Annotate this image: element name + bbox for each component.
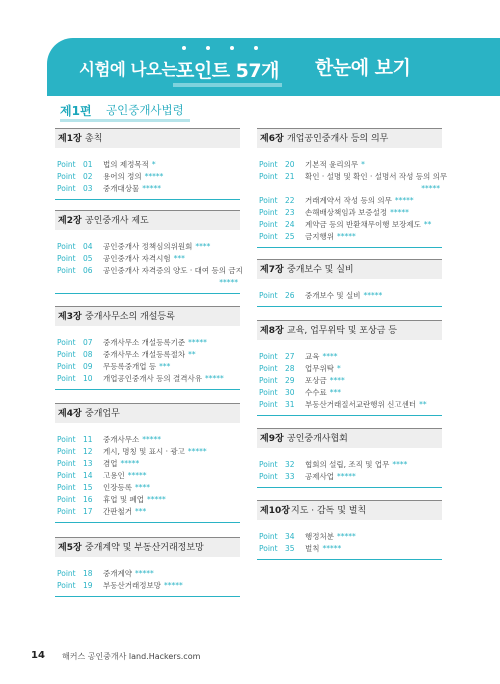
importance-stars: ***** <box>336 232 356 241</box>
point-label: Point <box>259 160 278 169</box>
chapter-header <box>257 428 442 448</box>
chapter-points <box>55 148 240 200</box>
point-number: 01 <box>83 160 93 169</box>
point-item <box>55 337 240 349</box>
point-label: Point <box>259 208 278 217</box>
point-title: 중개사무소 개설등록절차 <box>103 350 186 359</box>
point-title: 중개사무소 <box>103 435 140 444</box>
point-item <box>55 171 240 183</box>
point-item <box>257 207 442 219</box>
point-item <box>55 506 240 518</box>
point-number: 21 <box>285 172 295 181</box>
point-item <box>55 580 240 592</box>
point-item <box>257 195 442 207</box>
point-item <box>55 568 240 580</box>
point-item <box>257 171 448 195</box>
point-item <box>55 434 240 446</box>
point-title: 중개대상물 <box>103 184 140 193</box>
point-title: 포상금 <box>305 376 327 385</box>
chapter-box <box>257 259 442 307</box>
point-item <box>55 349 240 361</box>
chapter-box <box>257 128 448 248</box>
point-number: 26 <box>285 291 295 300</box>
importance-stars: * <box>151 160 156 169</box>
point-title: 부동산거래질서교란행위 신고센터 <box>305 400 417 409</box>
chapter-box <box>55 128 240 200</box>
point-number: 20 <box>285 160 295 169</box>
point-title: 중개사무소 개설등록기준 <box>103 338 186 347</box>
point-label: Point <box>57 495 76 504</box>
point-title: 법의 제정목적 <box>103 160 149 169</box>
point-text <box>305 159 365 171</box>
point-text <box>305 219 431 231</box>
chapter-number: 제7장 <box>260 265 284 275</box>
point-item <box>257 159 442 171</box>
point-number: 07 <box>83 338 93 347</box>
point-label: Point <box>57 160 76 169</box>
chapter-title: 공인중개사협회 <box>287 434 348 444</box>
point-title: 수수료 <box>305 388 327 397</box>
point-label: Point <box>57 362 76 371</box>
banner-pre-text: 시험에 나오는 <box>79 60 177 79</box>
point-text <box>103 265 243 277</box>
chapter-header <box>55 537 240 557</box>
point-title: 거래계약서 작성 등의 의무 <box>305 196 392 205</box>
point-label: Point <box>57 507 76 516</box>
chapter-number: 제4장 <box>58 409 82 419</box>
chapter-number: 제5장 <box>58 543 82 553</box>
chapter-points <box>55 557 240 597</box>
chapter-points <box>257 279 442 307</box>
importance-stars: ***** <box>188 338 207 347</box>
point-label: Point <box>259 172 278 181</box>
point-label: Point <box>57 266 76 275</box>
point-number: 28 <box>285 364 295 373</box>
point-label: Point <box>259 388 278 397</box>
point-text <box>305 399 427 411</box>
importance-stars: ** <box>188 350 196 359</box>
point-label: Point <box>259 400 278 409</box>
point-text <box>305 351 338 363</box>
importance-stars: **** <box>134 483 150 492</box>
chapter-number: 제6장 <box>260 134 284 144</box>
point-label: Point <box>57 569 76 578</box>
page-number: 14 <box>31 650 45 661</box>
importance-stars: ***** <box>394 196 414 205</box>
importance-stars: ***** <box>336 472 356 481</box>
chapter-points <box>257 340 442 416</box>
importance-stars: ***** <box>390 208 409 217</box>
point-text <box>305 459 407 471</box>
point-item <box>257 531 442 543</box>
point-text <box>305 387 341 399</box>
point-title: 겸업 <box>103 459 118 468</box>
point-item <box>257 290 442 302</box>
point-item <box>55 265 243 289</box>
point-number: 25 <box>285 232 295 241</box>
point-item <box>257 231 442 243</box>
point-number: 17 <box>83 507 93 516</box>
point-label: Point <box>57 581 76 590</box>
point-number: 05 <box>83 254 93 263</box>
importance-stars: ***** <box>127 471 147 480</box>
chapter-box <box>257 428 442 488</box>
point-title: 중개계약 <box>103 569 132 578</box>
importance-stars: ***** <box>144 172 164 181</box>
chapter-title: 중개업무 <box>85 409 120 419</box>
point-text <box>305 195 414 207</box>
chapter-title: 총칙 <box>85 134 103 144</box>
point-label: Point <box>259 291 278 300</box>
point-number: 10 <box>83 374 93 383</box>
point-text <box>103 434 161 446</box>
point-item <box>55 458 240 470</box>
point-item <box>55 159 240 171</box>
chapter-points <box>257 520 442 560</box>
emphasis-dots-icon <box>173 46 293 54</box>
point-number: 35 <box>285 544 295 553</box>
point-title: 공인중개사 자격증의 양도 · 대여 등의 금지 <box>103 266 243 275</box>
point-label: Point <box>259 352 278 361</box>
importance-stars: ***** <box>163 581 183 590</box>
point-number: 11 <box>83 435 93 444</box>
point-title: 고용인 <box>103 471 125 480</box>
chapter-title: 중개사무소의 개설등록 <box>85 312 175 322</box>
importance-stars: *** <box>329 388 341 397</box>
point-number: 30 <box>285 388 295 397</box>
point-number: 15 <box>83 483 93 492</box>
point-label: Point <box>259 364 278 373</box>
chapter-header <box>257 320 442 340</box>
point-number: 23 <box>285 208 295 217</box>
point-number: 08 <box>83 350 93 359</box>
point-item <box>257 543 442 555</box>
importance-stars: ***** <box>147 495 166 504</box>
importance-stars: *** <box>173 254 185 263</box>
point-item <box>55 482 240 494</box>
chapter-number: 제2장 <box>58 216 82 226</box>
point-title: 공인중개사 정책심의위원회 <box>103 242 193 251</box>
point-label: Point <box>57 435 76 444</box>
point-text <box>103 470 147 482</box>
point-text <box>305 531 356 543</box>
point-label: Point <box>259 472 278 481</box>
point-item <box>55 241 240 253</box>
importance-stars: *** <box>159 362 171 371</box>
point-label: Point <box>57 447 76 456</box>
point-title: 무등록중개업 등 <box>103 362 157 371</box>
point-title: 간판철거 <box>103 507 132 516</box>
chapter-points <box>257 148 448 248</box>
publisher-text: 해커스 공인중개사 land.Hackers.com <box>62 652 201 661</box>
chapter-number: 제1장 <box>58 134 82 144</box>
point-number: 14 <box>83 471 93 480</box>
point-label: Point <box>259 460 278 469</box>
point-label: Point <box>57 184 76 193</box>
chapter-box <box>55 403 240 523</box>
point-number: 13 <box>83 459 93 468</box>
point-text <box>305 471 356 483</box>
point-title: 손해배상책임과 보증설정 <box>305 208 388 217</box>
chapter-header <box>55 128 240 148</box>
chapter-title: 중개보수 및 실비 <box>287 265 354 275</box>
point-item <box>257 375 442 387</box>
point-text <box>305 290 382 302</box>
point-number: 12 <box>83 447 93 456</box>
chapter-box <box>257 320 442 416</box>
point-label: Point <box>57 483 76 492</box>
point-title: 용어의 정의 <box>103 172 142 181</box>
point-item <box>55 361 240 373</box>
point-text <box>103 361 170 373</box>
point-label: Point <box>57 172 76 181</box>
point-text <box>103 171 163 183</box>
point-text <box>103 446 207 458</box>
point-text <box>103 337 207 349</box>
point-item <box>55 183 240 195</box>
point-title: 협회의 설립, 조직 및 업무 <box>305 460 390 469</box>
chapter-header <box>257 259 442 279</box>
point-text <box>103 458 139 470</box>
point-label: Point <box>259 220 278 229</box>
point-text <box>103 373 224 385</box>
part-header <box>60 102 190 122</box>
chapter-points <box>257 448 442 488</box>
importance-stars: **** <box>322 352 338 361</box>
point-title: 교육 <box>305 352 320 361</box>
chapter-box <box>55 537 240 597</box>
point-label: Point <box>259 196 278 205</box>
point-item <box>55 494 240 506</box>
point-title: 개업공인중개사 등의 결격사유 <box>103 374 202 383</box>
importance-stars: ***** <box>142 184 161 193</box>
point-text <box>305 207 409 219</box>
point-number: 31 <box>285 400 295 409</box>
point-label: Point <box>259 232 278 241</box>
point-number: 22 <box>285 196 295 205</box>
importance-stars: * <box>336 364 341 373</box>
point-text <box>305 171 447 183</box>
importance-stars: ** <box>423 220 432 229</box>
point-item <box>257 387 442 399</box>
chapter-title: 공인중개사 제도 <box>85 216 149 226</box>
point-label: Point <box>57 374 76 383</box>
importance-stars: *** <box>134 507 147 516</box>
point-item <box>257 399 442 411</box>
point-text <box>305 375 345 387</box>
chapter-box <box>55 210 243 294</box>
point-item <box>55 373 240 385</box>
point-number: 32 <box>285 460 295 469</box>
point-number: 18 <box>83 569 93 578</box>
chapter-header <box>257 500 442 520</box>
point-title: 벌칙 <box>305 544 320 553</box>
point-text <box>305 363 341 375</box>
chapter-box <box>257 500 442 560</box>
importance-stars: ***** <box>336 532 356 541</box>
importance-stars: ***** <box>187 447 207 456</box>
point-number: 02 <box>83 172 93 181</box>
chapter-points <box>55 230 243 294</box>
point-item <box>257 471 442 483</box>
chapter-title: 중개계약 및 부동산거래정보망 <box>85 543 204 553</box>
chapter-header <box>257 128 442 148</box>
importance-stars: ***** <box>120 459 140 468</box>
point-text <box>103 349 196 361</box>
point-label: Point <box>57 350 76 359</box>
importance-stars: ***** <box>219 278 238 287</box>
point-text <box>103 568 154 580</box>
point-label: Point <box>259 544 278 553</box>
importance-stars: * <box>361 160 365 169</box>
chapter-box <box>55 306 240 390</box>
point-label: Point <box>259 532 278 541</box>
point-title: 인장등록 <box>103 483 132 492</box>
point-title: 휴업 및 폐업 <box>103 495 144 504</box>
chapter-header <box>55 306 240 326</box>
point-number: 03 <box>83 184 93 193</box>
importance-stars: ** <box>419 400 427 409</box>
importance-stars: ***** <box>322 544 342 553</box>
point-number: 24 <box>285 220 295 229</box>
importance-stars: ***** <box>142 435 161 444</box>
point-label: Point <box>57 254 76 263</box>
point-text <box>103 494 166 506</box>
chapter-header <box>55 210 240 230</box>
point-title: 부동산거래정보망 <box>103 581 161 590</box>
importance-stars: ***** <box>134 569 154 578</box>
point-number: 33 <box>285 472 295 481</box>
importance-stars: **** <box>329 376 345 385</box>
chapter-number: 제3장 <box>58 312 82 322</box>
banner-strong-text: 포인트 57개 <box>173 56 282 87</box>
point-number: 16 <box>83 495 93 504</box>
point-title: 계약금 등의 반환채무이행 보장제도 <box>305 220 421 229</box>
point-label: Point <box>259 376 278 385</box>
point-number: 04 <box>83 242 93 251</box>
banner-post-text: 한눈에 보기 <box>315 57 411 79</box>
point-text <box>103 506 146 518</box>
point-text <box>103 580 183 592</box>
chapter-title: 지도 · 감독 및 벌칙 <box>291 506 367 516</box>
point-title: 공인중개사 자격시험 <box>103 254 171 263</box>
point-item <box>257 363 442 375</box>
importance-stars: **** <box>392 460 408 469</box>
point-title: 공제사업 <box>305 472 334 481</box>
point-text <box>103 159 156 171</box>
point-text <box>103 183 161 195</box>
point-label: Point <box>57 242 76 251</box>
point-text <box>305 543 341 555</box>
point-title: 확인 · 설명 및 확인 · 설명서 작성 등의 의무 <box>305 172 448 181</box>
point-label: Point <box>57 338 76 347</box>
point-title: 중개보수 및 실비 <box>305 291 361 300</box>
point-item <box>257 459 442 471</box>
page-footer <box>22 650 500 664</box>
point-title: 게시, 명칭 및 표시 · 광고 <box>103 447 185 456</box>
point-text <box>103 482 150 494</box>
point-item <box>55 253 240 265</box>
importance-stars: ***** <box>204 374 224 383</box>
point-number: 06 <box>83 266 93 275</box>
part-number: 제1편 <box>60 104 92 118</box>
part-title: 공인중개사법령 <box>106 103 184 117</box>
point-text <box>103 253 185 265</box>
point-title: 업무위탁 <box>305 364 334 373</box>
point-number: 34 <box>285 532 295 541</box>
chapter-number: 제8장 <box>260 326 284 336</box>
chapter-title: 교육, 업무위탁 및 포상금 등 <box>287 326 397 336</box>
title-banner <box>47 38 500 96</box>
point-title: 기본적 윤리의무 <box>305 160 359 169</box>
chapter-title: 개업공인중개사 등의 의무 <box>287 134 389 144</box>
point-title: 행정처분 <box>305 532 334 541</box>
point-item <box>257 219 442 231</box>
point-text <box>103 241 210 253</box>
point-title: 금지행위 <box>305 232 334 241</box>
importance-stars: ***** <box>363 291 383 300</box>
importance-stars: ***** <box>421 184 440 193</box>
point-number: 27 <box>285 352 295 361</box>
point-item <box>55 470 240 482</box>
chapter-points <box>55 423 240 523</box>
chapter-number: 제9장 <box>260 434 284 444</box>
chapter-header <box>55 403 240 423</box>
point-label: Point <box>57 459 76 468</box>
point-text <box>305 231 356 243</box>
chapter-points <box>55 326 240 390</box>
chapter-number: 제10장 <box>260 506 290 516</box>
point-number: 09 <box>83 362 93 371</box>
point-number: 19 <box>83 581 93 590</box>
point-item <box>257 351 442 363</box>
point-label: Point <box>57 471 76 480</box>
importance-stars: **** <box>195 242 211 251</box>
point-item <box>55 446 240 458</box>
point-number: 29 <box>285 376 295 385</box>
